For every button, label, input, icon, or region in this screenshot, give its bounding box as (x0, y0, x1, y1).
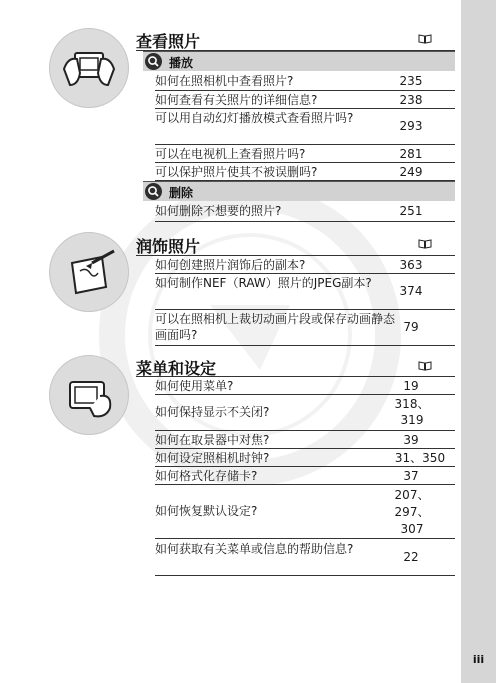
toc-question: 如何保持显示不关闭? (155, 405, 270, 419)
toc-question: 如何删除不想要的照片? (155, 204, 282, 218)
toc-row[interactable] (155, 163, 455, 181)
toc-page: 281 (399, 147, 423, 161)
toc-page: 238 (399, 93, 423, 107)
section-title-view-photos: 查看照片 (136, 32, 201, 51)
toc-question: 可以用自动幻灯播放模式查看照片吗? (155, 111, 354, 125)
toc-question: 如何恢复默认设定? (155, 504, 258, 518)
toc-page: 235 (399, 74, 423, 88)
toc-question: 如何查看有关照片的详细信息? (155, 93, 318, 107)
toc-row[interactable] (155, 539, 455, 576)
toc-question: 可以在电视机上查看照片吗? (155, 147, 306, 161)
hand-holding-camera-icon (49, 355, 129, 435)
toc-question: 如何设定照相机时钟? (155, 451, 270, 465)
toc-page: 19 (403, 379, 419, 393)
toc-row[interactable] (155, 467, 455, 485)
toc-page: 293 (399, 119, 423, 133)
toc-row[interactable] (155, 310, 455, 346)
toc-question: 可以在照相机上裁切动画片段或保存动画静态画面吗? (155, 312, 396, 342)
hands-holding-photo-icon (49, 28, 129, 108)
toc-question: 如何获取有关菜单或信息的帮助信息? (155, 542, 354, 556)
toc-page: 22 (403, 550, 419, 564)
magnifier-icon (145, 183, 162, 200)
toc-row[interactable] (155, 395, 455, 431)
toc-question: 如何创建照片润饰后的副本? (155, 258, 306, 272)
subhead-label: 播放 (169, 56, 194, 70)
toc-row[interactable] (155, 449, 455, 467)
toc-row[interactable] (155, 109, 455, 145)
toc-row[interactable] (155, 91, 455, 109)
toc-question: 可以保护照片使其不被误删吗? (155, 165, 318, 179)
toc-row[interactable] (155, 145, 455, 163)
magnifier-icon (145, 53, 162, 70)
toc-page: 249 (399, 165, 423, 179)
toc-page: 207、297、307 (394, 488, 430, 536)
toc-page: 363 (399, 258, 423, 272)
toc-row[interactable] (155, 71, 455, 91)
toc-row[interactable] (155, 377, 455, 395)
book-icon (418, 239, 432, 249)
book-icon (418, 34, 432, 44)
toc-page: 39 (403, 433, 419, 447)
subhead-delete (143, 181, 455, 201)
toc-question: 如何格式化存储卡? (155, 469, 258, 483)
toc-page: 37 (403, 469, 419, 483)
toc-question: 如何制作NEF（RAW）照片的JPEG副本? (155, 276, 372, 290)
toc-page: 79 (403, 320, 419, 334)
toc-question: 如何在照相机中查看照片? (155, 74, 294, 88)
toc-row[interactable] (155, 256, 455, 274)
toc-row[interactable] (155, 431, 455, 449)
toc-row[interactable] (155, 485, 455, 539)
toc-page: 374 (399, 284, 423, 298)
toc-question: 如何在取景器中对焦? (155, 433, 270, 447)
section-title-menus-settings: 菜单和设定 (136, 359, 217, 378)
toc-page: 251 (399, 204, 423, 218)
toc-row[interactable] (155, 201, 455, 222)
subhead-playback (143, 51, 455, 71)
toc-page: 31、350 (394, 451, 446, 465)
page-number: iii (472, 653, 485, 666)
toc-row[interactable] (155, 274, 455, 310)
toc-question: 如何使用菜单? (155, 379, 234, 393)
side-tab-strip (461, 0, 496, 683)
book-icon (418, 361, 432, 371)
retouch-brush-icon (49, 232, 129, 312)
toc-page: 318、319 (394, 397, 430, 427)
section-title-retouch: 润饰照片 (136, 237, 201, 256)
subhead-label: 删除 (169, 186, 194, 200)
